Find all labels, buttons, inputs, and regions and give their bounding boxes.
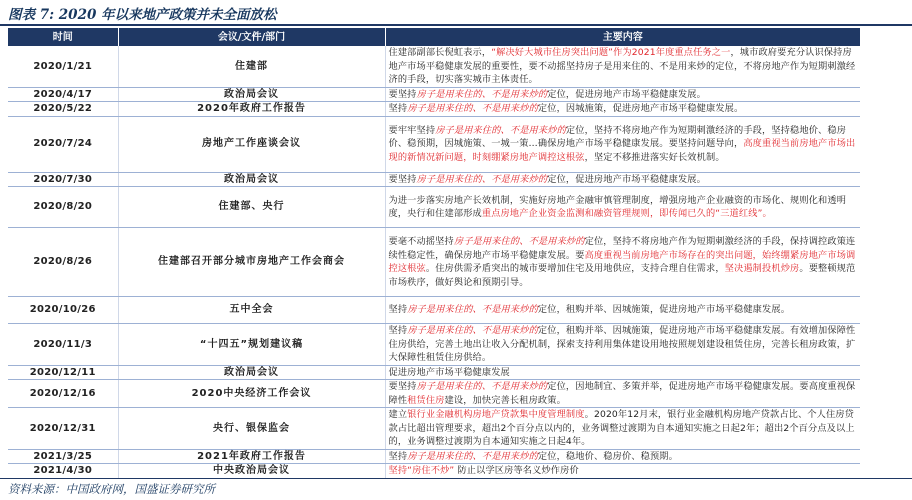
figure-title: 图表 7: 2020 年以来地产政策并未全面放松 <box>8 7 277 23</box>
top-rule <box>0 24 912 26</box>
content-text: 要坚持 <box>388 381 417 392</box>
row-meeting: 政治局会议 <box>118 87 385 102</box>
table-row <box>8 172 860 187</box>
highlighted-text: 重点房地产企业资金监测和融资管理规则，即传闻已久的“三道红线”。 <box>481 208 772 219</box>
row-content <box>385 408 860 450</box>
content-text: 坚持 <box>388 325 408 336</box>
content-text: ，城市政府要充分认识保持房地产市场平稳健康发展的重要性，要不动摇坚持房子是用来住的、不是用来炒的定位，不将房地产作为短期刺激经济的手段，切实落实城市主体责任。 <box>388 47 856 85</box>
row-meeting: 房地产工作座谈会议 <box>118 116 385 172</box>
content-text: 坚持 <box>388 103 408 114</box>
table-row <box>8 449 860 464</box>
table-row <box>8 228 860 297</box>
row-content <box>385 464 860 479</box>
highlighted-text: 坚持“房住不炒” <box>388 465 455 476</box>
row-meeting: 政治局会议 <box>118 172 385 187</box>
content-text: 定位，促进房地产市场平稳健康发展。 <box>547 173 706 185</box>
row-meeting: 五中全会 <box>118 297 385 324</box>
content-text: 要毫不动摇坚持 <box>388 236 454 247</box>
row-date: 2020/7/30 <box>8 172 118 187</box>
policy-table <box>8 28 860 479</box>
highlighted-text: 房子是用来住的、不是用来炒的 <box>416 88 548 100</box>
content-text: 坚持 <box>388 304 408 316</box>
content-text: 防止以学区房等名义炒作房价 <box>454 465 579 476</box>
row-content <box>385 365 860 380</box>
highlighted-text: 房子是用来住的、不是用来炒的 <box>416 173 548 185</box>
content-text: 为进一步落实房地产长效机制，实施好房地产金融审慎管理制度，增强房地产企业融资的市场化、规则化和透明度，央行和住建部形成 <box>388 194 847 219</box>
row-date: 2020/11/3 <box>8 324 118 366</box>
row-date: 2020/8/20 <box>8 187 118 228</box>
row-meeting: 住建部、央行 <box>118 187 385 228</box>
highlighted-text: 房子是用来住的、不是用来炒的 <box>407 103 538 114</box>
highlighted-text: 房子是用来住的、不是用来炒的 <box>453 236 585 247</box>
table-row <box>8 187 860 228</box>
highlighted-text: 房子是用来住的、不是用来炒的 <box>407 450 538 462</box>
content-text: 定位，租购并举、因城施策，促进房地产市场平稳健康发展。 <box>537 304 791 316</box>
content-text: 定位，因城施策，促进房地产市场平稳健康发展。 <box>537 103 744 114</box>
content-text: 定位，促进房地产市场平稳健康发展。 <box>547 88 706 100</box>
content-text: 。要整顿规范市场秩序，做好舆论和预期引导。 <box>388 263 856 288</box>
table-row <box>8 46 860 87</box>
row-date: 2020/12/11 <box>8 365 118 380</box>
row-content <box>385 116 860 172</box>
row-content <box>385 46 860 87</box>
highlighted-text: 房子是用来住的、不是用来炒的 <box>407 325 538 336</box>
content-text: 要坚持 <box>388 173 417 185</box>
row-meeting: “十四五”规划建议稿 <box>118 324 385 366</box>
highlighted-text: 高度重视当前房地产市场出现的新情况新问题，时刻绷紧房地产调控这根弦 <box>388 138 856 163</box>
content-text: ，坚定不移推进落实好长效机制。 <box>584 151 725 163</box>
highlighted-text: 坚决遏制投机炒房 <box>724 263 800 274</box>
row-meeting: 中央政治局会议 <box>118 464 385 479</box>
content-text: 坚持 <box>388 450 408 462</box>
header-meeting: 会议/文件/部门 <box>118 28 385 46</box>
row-meeting: 2020中央经济工作会议 <box>118 380 385 408</box>
content-text: 定位，稳地价、稳房价、稳预期。 <box>537 450 678 462</box>
header-content: 主要内容 <box>602 31 643 43</box>
row-content <box>385 324 860 366</box>
content-text: 建立 <box>388 409 408 420</box>
row-date: 2021/4/30 <box>8 464 118 479</box>
content-text: 住建部副部长倪虹表示， <box>388 47 492 58</box>
content-text: 。住房供需矛盾突出的城市要增加住宅及用地供应，支持合理自住需求， <box>425 263 725 274</box>
highlighted-text: “解决好大城市住房突出问题”作为2021年度重点任务之一 <box>491 47 731 58</box>
highlighted-text: 房子是用来住的、不是用来炒的 <box>416 381 548 392</box>
row-date: 2020/12/16 <box>8 380 118 408</box>
table-header-row <box>8 28 860 46</box>
row-date: 2020/12/31 <box>8 408 118 450</box>
row-date: 2020/4/17 <box>8 87 118 102</box>
bottom-rule <box>0 478 912 479</box>
row-date: 2021/3/25 <box>8 449 118 464</box>
row-content <box>385 87 860 102</box>
content-text: 。2020年12月末，银行业金融机构房地产贷款占比、个人住房贷款占比超出管理要求，超出2个百分点以内的，业务调整过渡期为自本通知实施之日起2年；超出2个百分点及以上的，业务调整过渡期为自本通知实施之日起4年。 <box>388 409 855 447</box>
highlighted-text: 租赁住房 <box>407 394 445 406</box>
table-row <box>8 464 860 479</box>
content-text: 定位，坚持不将房地产作为短期刺激经济的手段，坚持稳地价、稳房价、稳预期，因城施策、一城一策…确保房地产市场平稳健康发展。要坚持问题导向， <box>388 124 847 150</box>
row-content <box>385 102 860 117</box>
row-content <box>385 297 860 324</box>
row-content <box>385 187 860 228</box>
content-text: 定位，坚持不将房地产作为短期刺激经济的手段，保持调控政策连续性稳定性，确保房地产市场平稳健康发展。要 <box>388 236 856 261</box>
highlighted-text: 银行业金融机构房地产贷款集中度管理制度 <box>407 409 585 420</box>
table-row <box>8 297 860 324</box>
content-text: 建设，加快完善长租房政策。 <box>444 394 566 406</box>
content-text: 要坚持 <box>388 88 417 100</box>
row-content <box>385 228 860 297</box>
table-row <box>8 116 860 172</box>
row-content <box>385 172 860 187</box>
row-date: 2020/7/24 <box>8 116 118 172</box>
table-row <box>8 365 860 380</box>
row-meeting: 2020年政府工作报告 <box>118 102 385 117</box>
content-text: 要牢牢坚持 <box>388 124 436 136</box>
table-row <box>8 102 860 117</box>
source-note: 资料来源：中国政府网，国盛证券研究所 <box>8 482 215 496</box>
table-row <box>8 408 860 450</box>
table-row <box>8 87 860 102</box>
table-row <box>8 380 860 408</box>
row-meeting: 政治局会议 <box>118 365 385 380</box>
content-text: 定位，因地制宜、多策并举，促进房地产市场平稳健康发展。要高度重视保障性 <box>388 381 856 406</box>
row-meeting: 央行、银保监会 <box>118 408 385 450</box>
highlighted-text: 房子是用来住的、不是用来炒的 <box>435 124 566 136</box>
row-date: 2020/8/26 <box>8 228 118 297</box>
row-date: 2020/10/26 <box>8 297 118 324</box>
row-meeting: 2021年政府工作报告 <box>118 449 385 464</box>
highlighted-text: 高度重视当前房地产市场存在的突出问题，始终绷紧房地产市场调控这根弦 <box>388 249 856 274</box>
row-meeting: 住建部召开部分城市房地产工作会商会 <box>118 228 385 297</box>
content-text: 定位，租购并举、因城施策，促进房地产市场平稳健康发展。有效增加保障性住房供给，完善土地出让收入分配机制，探索支持利用集体建设用地按照规划建设租赁住房，完善长租房政策，扩大保障性租赁住房供给。 <box>388 325 856 363</box>
row-date: 2020/1/21 <box>8 46 118 87</box>
content-text: 促进房地产市场平稳健康发展 <box>388 366 510 378</box>
row-meeting: 住建部 <box>118 46 385 87</box>
highlighted-text: 房子是用来住的、不是用来炒的 <box>407 304 538 316</box>
row-content <box>385 380 860 408</box>
header-date: 时间 <box>8 28 118 46</box>
table-row <box>8 324 860 366</box>
row-content <box>385 449 860 464</box>
row-date: 2020/5/22 <box>8 102 118 117</box>
